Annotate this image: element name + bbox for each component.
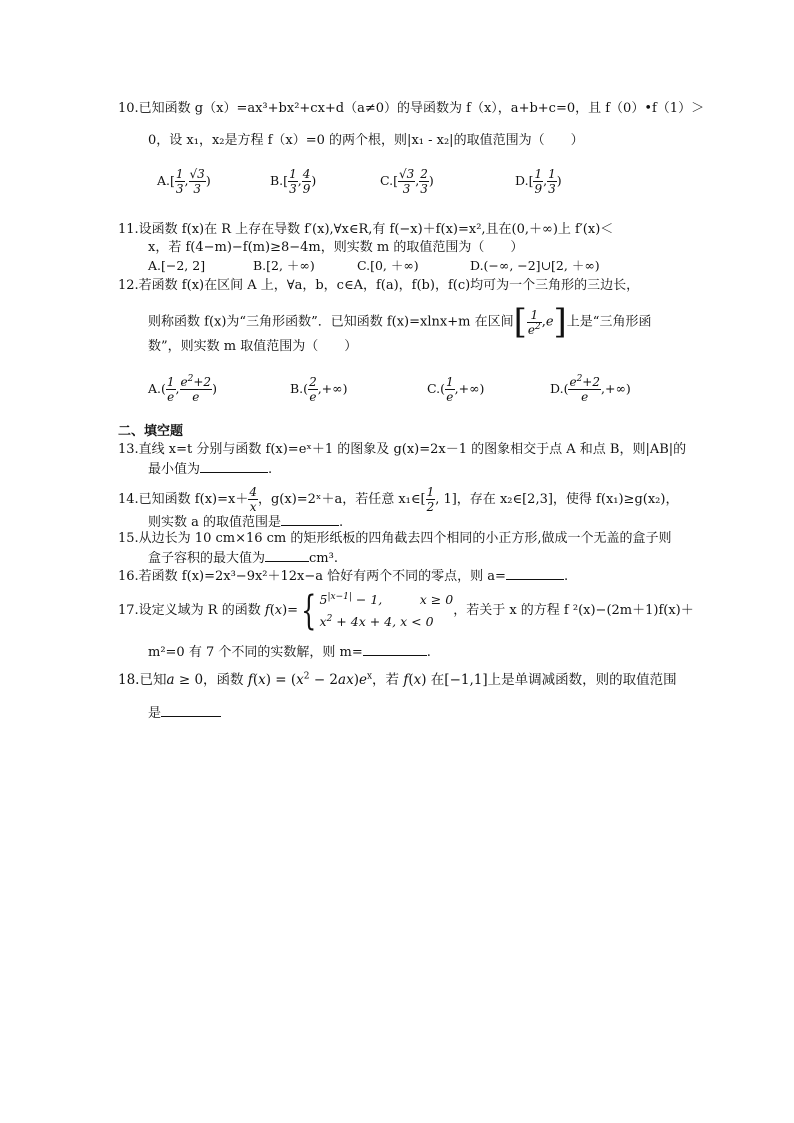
q11-option-a: A.[−2, 2] — [148, 258, 206, 273]
q15-line1: 15.从边长为 10 cm×16 cm 的矩形纸板的四角截去四个相同的小正方形,做成一个无盖的盒子则 — [118, 531, 672, 546]
q18-line1: 18.已知a ≥ 0，函数 $f(x) = (x^2 - 2ax)e^x$，若 f(x) 在[−1,1]上是单调减函数，则的取值范围 — [118, 671, 677, 688]
q10-line2: 0，设 x₁，x₂是方程 f（x）=0 的两个根，则|x₁ - x₂|的取值范围为（ ） — [148, 133, 584, 148]
q11-option-b: B.[2, ＋∞) — [253, 258, 315, 273]
q10-option-c: C.[ $\frac{√3}{3}$ , $\frac{2}{3}$ ) — [380, 167, 434, 196]
q17-line2: m²=0 有 7 个不同的实数解，则 m= . — [148, 645, 431, 660]
q12-option-d: D.( $\frac{e^2+2}{e}$ ,+∞) — [550, 374, 631, 404]
q12-line2: 则称函数 f(x)为“三角形函数”．已知函数 f(x)=xlnx+m 在区间[ $\frac{1}{e^2}$ ,e]上是“三角形函 — [148, 302, 652, 342]
q10-option-a: A.[ $\frac{1}{3}$ , $\frac{√3}{3}$ ) — [157, 167, 211, 196]
q12-option-b: B.( $\frac{2}{e}$ ,+∞) — [290, 375, 348, 404]
q10-option-b: B.[ $\frac{1}{3}$ , $\frac{4}{9}$ ) — [270, 167, 317, 196]
q12-line1: 12.若函数 f(x)在区间 A 上，∀a，b，c∈A，f(a)，f(b)，f(c)均可为一个三角形的三边长， — [118, 278, 640, 293]
q12-line3: 数”，则实数 m 取值范围为（ ） — [148, 339, 358, 354]
q13-line2: 最小值为 . — [148, 462, 273, 477]
q10-option-d: D.[ $\frac{1}{9}$ , $\frac{1}{3}$ ) — [515, 167, 562, 196]
section-fill-in-title: 二、填空题 — [118, 424, 184, 439]
q16-line1: 16.若函数 f(x)=2x³−9x²＋12x−a 恰好有两个不同的零点，则 a= . — [118, 569, 569, 584]
q14-line2: 则实数 a 的取值范围是 . — [148, 515, 344, 530]
q11-line2: x，若 f(4−m)−f(m)≥8−4m，则实数 m 的取值范围为（ ） — [148, 240, 524, 255]
q12-option-a: A.( $\frac{1}{e}$ , $\frac{e^2+2}{e}$ ) — [148, 374, 217, 404]
q11-option-d: D.(−∞, −2]∪[2, ＋∞) — [470, 258, 600, 273]
q11-line1: 11.设函数 f(x)在 R 上存在导数 f′(x),∀x∈R,有 f(−x)＋f(x)=x²,且在(0,＋∞)上 f′(x)＜ — [118, 222, 614, 237]
q11-option-c: C.[0, ＋∞) — [357, 258, 419, 273]
q18-line2: 是 — [148, 704, 221, 722]
q10-line1: 10.已知函数 g（x）=ax³+bx²+cx+d（a≠0）的导函数为 f（x），a+b+c=0，且 f（0）•f（1）＞ — [118, 101, 705, 116]
q13-line1: 13.直线 x=t 分别与函数 f(x)=eˣ＋1 的图象及 g(x)=2x－1 的图象相交于点 A 和点 B，则|AB|的 — [118, 442, 687, 457]
q14-line1: 14.已知函数 f(x)=x＋ $\frac{4}{x}$ ，g(x)=2ˣ＋a，若任意 x₁∈[ $\frac{1}{2}$ , 1]，存在 x₂∈[2,3]，使得 f(x₁)≥g(x₂)， — [118, 485, 679, 514]
q12-option-c: C.( $\frac{1}{e}$ ,+∞) — [427, 375, 485, 404]
q17-line1: 17.设定义域为 R 的函数 f(x)={ $5^{|x-1|} - 1$, x ≥ 0 $x^2 + 4x + 4$, x < 0 ，若关于 x 的方程 f ²(x)−(2m＋1)f(x)＋ — [118, 587, 694, 634]
q15-line2: 盒子容积的最大值为 cm³. — [148, 551, 338, 566]
